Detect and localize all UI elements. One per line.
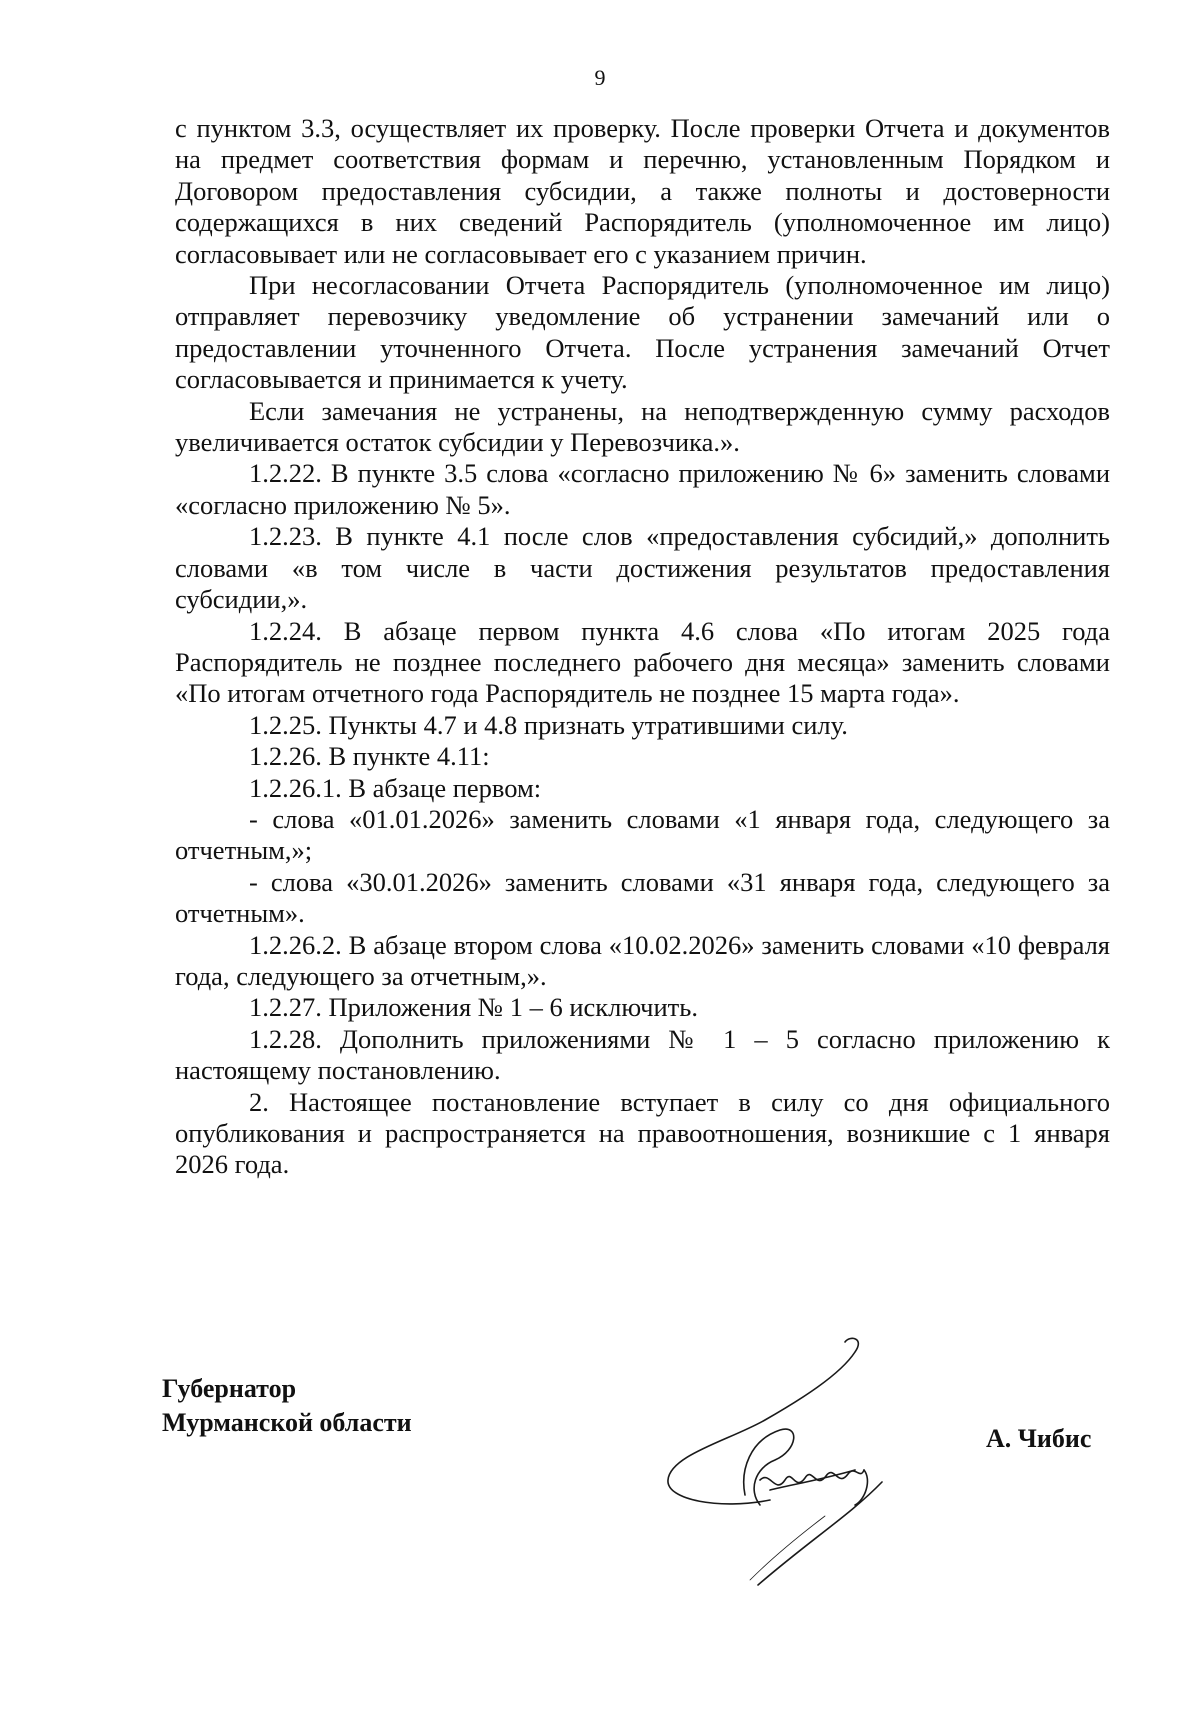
paragraph: 1.2.27. Приложения № 1 – 6 исключить. <box>249 992 698 1023</box>
paragraph-continuation: с пунктом 3.3, осуществляет их проверку. После проверки Отчета и документов на предмет соответствия формам и перечню, установленным Порядком и Договором предоставления субсидии, а также полноты и достоверности содержащихся в них сведений Распорядитель (уполномоченное им лицо) согласовывает или не согласовывает его с указанием причин. <box>175 113 1110 269</box>
paragraph: 1.2.23. В пункте 4.1 после слов «предоставления субсидий,» дополнить словами «в том числе в части достижения результатов предоставления субсидии,». <box>175 521 1110 615</box>
paragraph: 1.2.22. В пункте 3.5 слова «согласно приложению № 6» заменить словами «согласно приложению № 5». <box>175 458 1110 520</box>
paragraph: 1.2.24. В абзаце первом пункта 4.6 слова «По итогам 2025 года Распорядитель не позднее последнего рабочего дня месяца» заменить словами «По итогам отчетного года Распорядитель не позднее 15 марта года». <box>175 615 1110 709</box>
paragraph: 1.2.26.2. В абзаце втором слова «10.02.2026» заменить словами «10 февраля года, следующего за отчетным,». <box>175 929 1110 991</box>
signature-strokes <box>668 1338 882 1585</box>
paragraph: 1.2.26.1. В абзаце первом: <box>249 772 542 803</box>
paragraph: - слова «01.01.2026» заменить словами «1 января года, следующего за отчетным,»; <box>175 803 1110 866</box>
paragraph: 2. Настоящее постановление вступает в силу со дня официального опубликования и распространяется на правоотношения, возникшие с 1 января 2026 года. <box>175 1086 1110 1180</box>
paragraph: При несогласовании Отчета Распорядитель (уполномоченное им лицо) отправляет перевозчику уведомление об устранении замечаний или о предоставлении уточненного Отчета. После устранения замечаний Отчет согласовывается и принимается к учету. <box>175 270 1110 395</box>
paragraph: 1.2.26. В пункте 4.11: <box>249 741 490 772</box>
paragraph: Если замечания не устранены, на неподтвержденную сумму расходов увеличивается остаток субсидии у Перевозчика.». <box>175 395 1110 458</box>
paragraph: 1.2.25. Пункты 4.7 и 4.8 признать утратившими силу. <box>249 709 848 740</box>
signatory-position <box>162 1372 412 1440</box>
signatory-position-line: Губернатор <box>162 1374 297 1403</box>
signatory-position-line: Мурманской области <box>162 1408 412 1437</box>
paragraph: 1.2.28. Дополнить приложениями № 1 – 5 согласно приложению к настоящему постановлению. <box>175 1023 1110 1086</box>
signatory-name: А. Чибис <box>986 1424 1092 1453</box>
handwritten-signature <box>650 1330 930 1590</box>
page-number: 9 <box>594 65 606 90</box>
document-body <box>175 113 1110 1181</box>
paragraph: - слова «30.01.2026» заменить словами «31 января года, следующего за отчетным». <box>175 866 1110 929</box>
